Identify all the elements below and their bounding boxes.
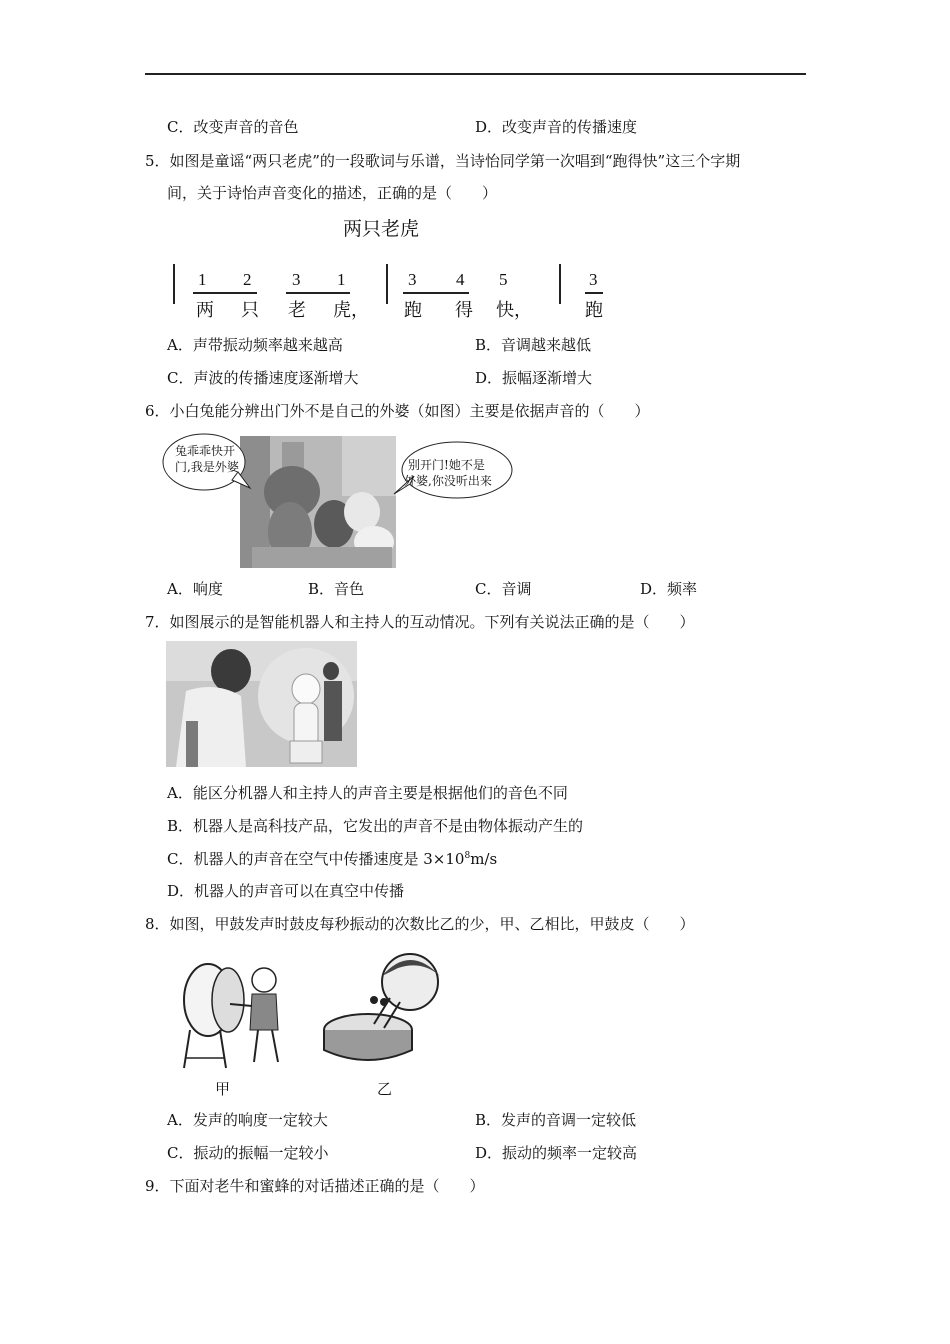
q7-option-b[interactable]: B．机器人是高科技产品，它发出的声音不是由物体振动产生的 <box>167 817 584 835</box>
lyric: 虎， <box>333 300 369 321</box>
robot-host-photo <box>166 641 357 767</box>
bubble-left-line2: 门,我是外婆 <box>175 460 239 474</box>
q4-option-c[interactable]: C．改变声音的音色 <box>167 118 299 136</box>
q4-option-d[interactable]: D．改变声音的传播速度 <box>475 118 638 136</box>
q8-option-c[interactable]: C．振动的振幅一定较小 <box>167 1144 329 1162</box>
label-jia: 甲 <box>215 1080 231 1098</box>
q7-stem: 7．如图展示的是智能机器人和主持人的互动情况。下列有关说法正确的是（ ） <box>145 613 695 631</box>
q6-option-d[interactable]: D．频率 <box>640 580 698 598</box>
q5-option-b[interactable]: B．音调越来越低 <box>475 336 592 354</box>
header-rule <box>145 73 806 75</box>
note: 5 <box>499 270 508 289</box>
lyric: 只 <box>241 300 259 321</box>
label-yi: 乙 <box>377 1080 393 1098</box>
q6-option-b[interactable]: B．音色 <box>308 580 365 598</box>
q6-option-c[interactable]: C．音调 <box>475 580 532 598</box>
lyric: 得 <box>455 300 473 321</box>
q8-option-a[interactable]: A．发声的响度一定较大 <box>167 1111 328 1129</box>
beam-line <box>585 292 603 294</box>
q5-option-d[interactable]: D．振幅逐渐增大 <box>475 369 593 387</box>
q8-option-d[interactable]: D．振动的频率一定较高 <box>475 1144 638 1162</box>
note: 2 <box>243 270 252 289</box>
note: 1 <box>337 270 346 289</box>
note: 3 <box>292 270 301 289</box>
lyric: 跑 <box>585 300 603 321</box>
bubble-right-line1: 别开门!她不是 <box>408 458 485 472</box>
q6-stem: 6．小白兔能分辨出门外不是自己的外婆（如图）主要是依据声音的（ ） <box>145 402 650 420</box>
q5-stem-line1: 5．如图是童谣“两只老虎”的一段歌词与乐谱，当诗怡同学第一次唱到“跑得快”这三个字期 <box>145 152 741 170</box>
lyric: 老 <box>288 300 306 321</box>
bar-line <box>173 264 175 304</box>
beam-line <box>286 292 350 294</box>
note: 4 <box>456 270 465 289</box>
beam-line <box>193 292 257 294</box>
q7-option-a[interactable]: A．能区分机器人和主持人的声音主要是根据他们的音色不同 <box>167 784 568 802</box>
lyric: 跑 <box>404 300 422 321</box>
note: 1 <box>198 270 207 289</box>
score-title: 两只老虎 <box>343 218 420 240</box>
q6-option-a[interactable]: A．响度 <box>167 580 223 598</box>
q5-option-c[interactable]: C．声波的传播速度逐渐增大 <box>167 369 359 387</box>
drums-illustration <box>178 950 458 1072</box>
q7-option-d[interactable]: D．机器人的声音可以在真空中传播 <box>167 882 405 900</box>
bar-line <box>386 264 388 304</box>
q8-stem: 8．如图，甲鼓发声时鼓皮每秒振动的次数比乙的少，甲、乙相比，甲鼓皮（ ） <box>145 915 695 933</box>
bar-line <box>559 264 561 304</box>
note: 3 <box>408 270 417 289</box>
q5-option-a[interactable]: A．声带振动频率越来越高 <box>167 336 343 354</box>
q5-stem-line2: 间，关于诗怡声音变化的描述，正确的是（ ） <box>167 184 498 202</box>
q7-option-c[interactable]: C．机器人的声音在空气中传播速度是 $3\times 10^8m/s$ <box>167 850 498 868</box>
note: 3 <box>589 270 598 289</box>
bubble-right-line2: 外婆,你没听出来 <box>404 474 492 488</box>
beam-line <box>403 292 469 294</box>
q8-option-b[interactable]: B．发声的音调一定较低 <box>475 1111 637 1129</box>
bubble-left-line1: 兔乖乖快开 <box>175 444 236 458</box>
lyric: 快， <box>496 300 532 321</box>
lyric: 两 <box>196 300 214 321</box>
q9-stem: 9．下面对老牛和蜜蜂的对话描述正确的是（ ） <box>145 1177 485 1195</box>
